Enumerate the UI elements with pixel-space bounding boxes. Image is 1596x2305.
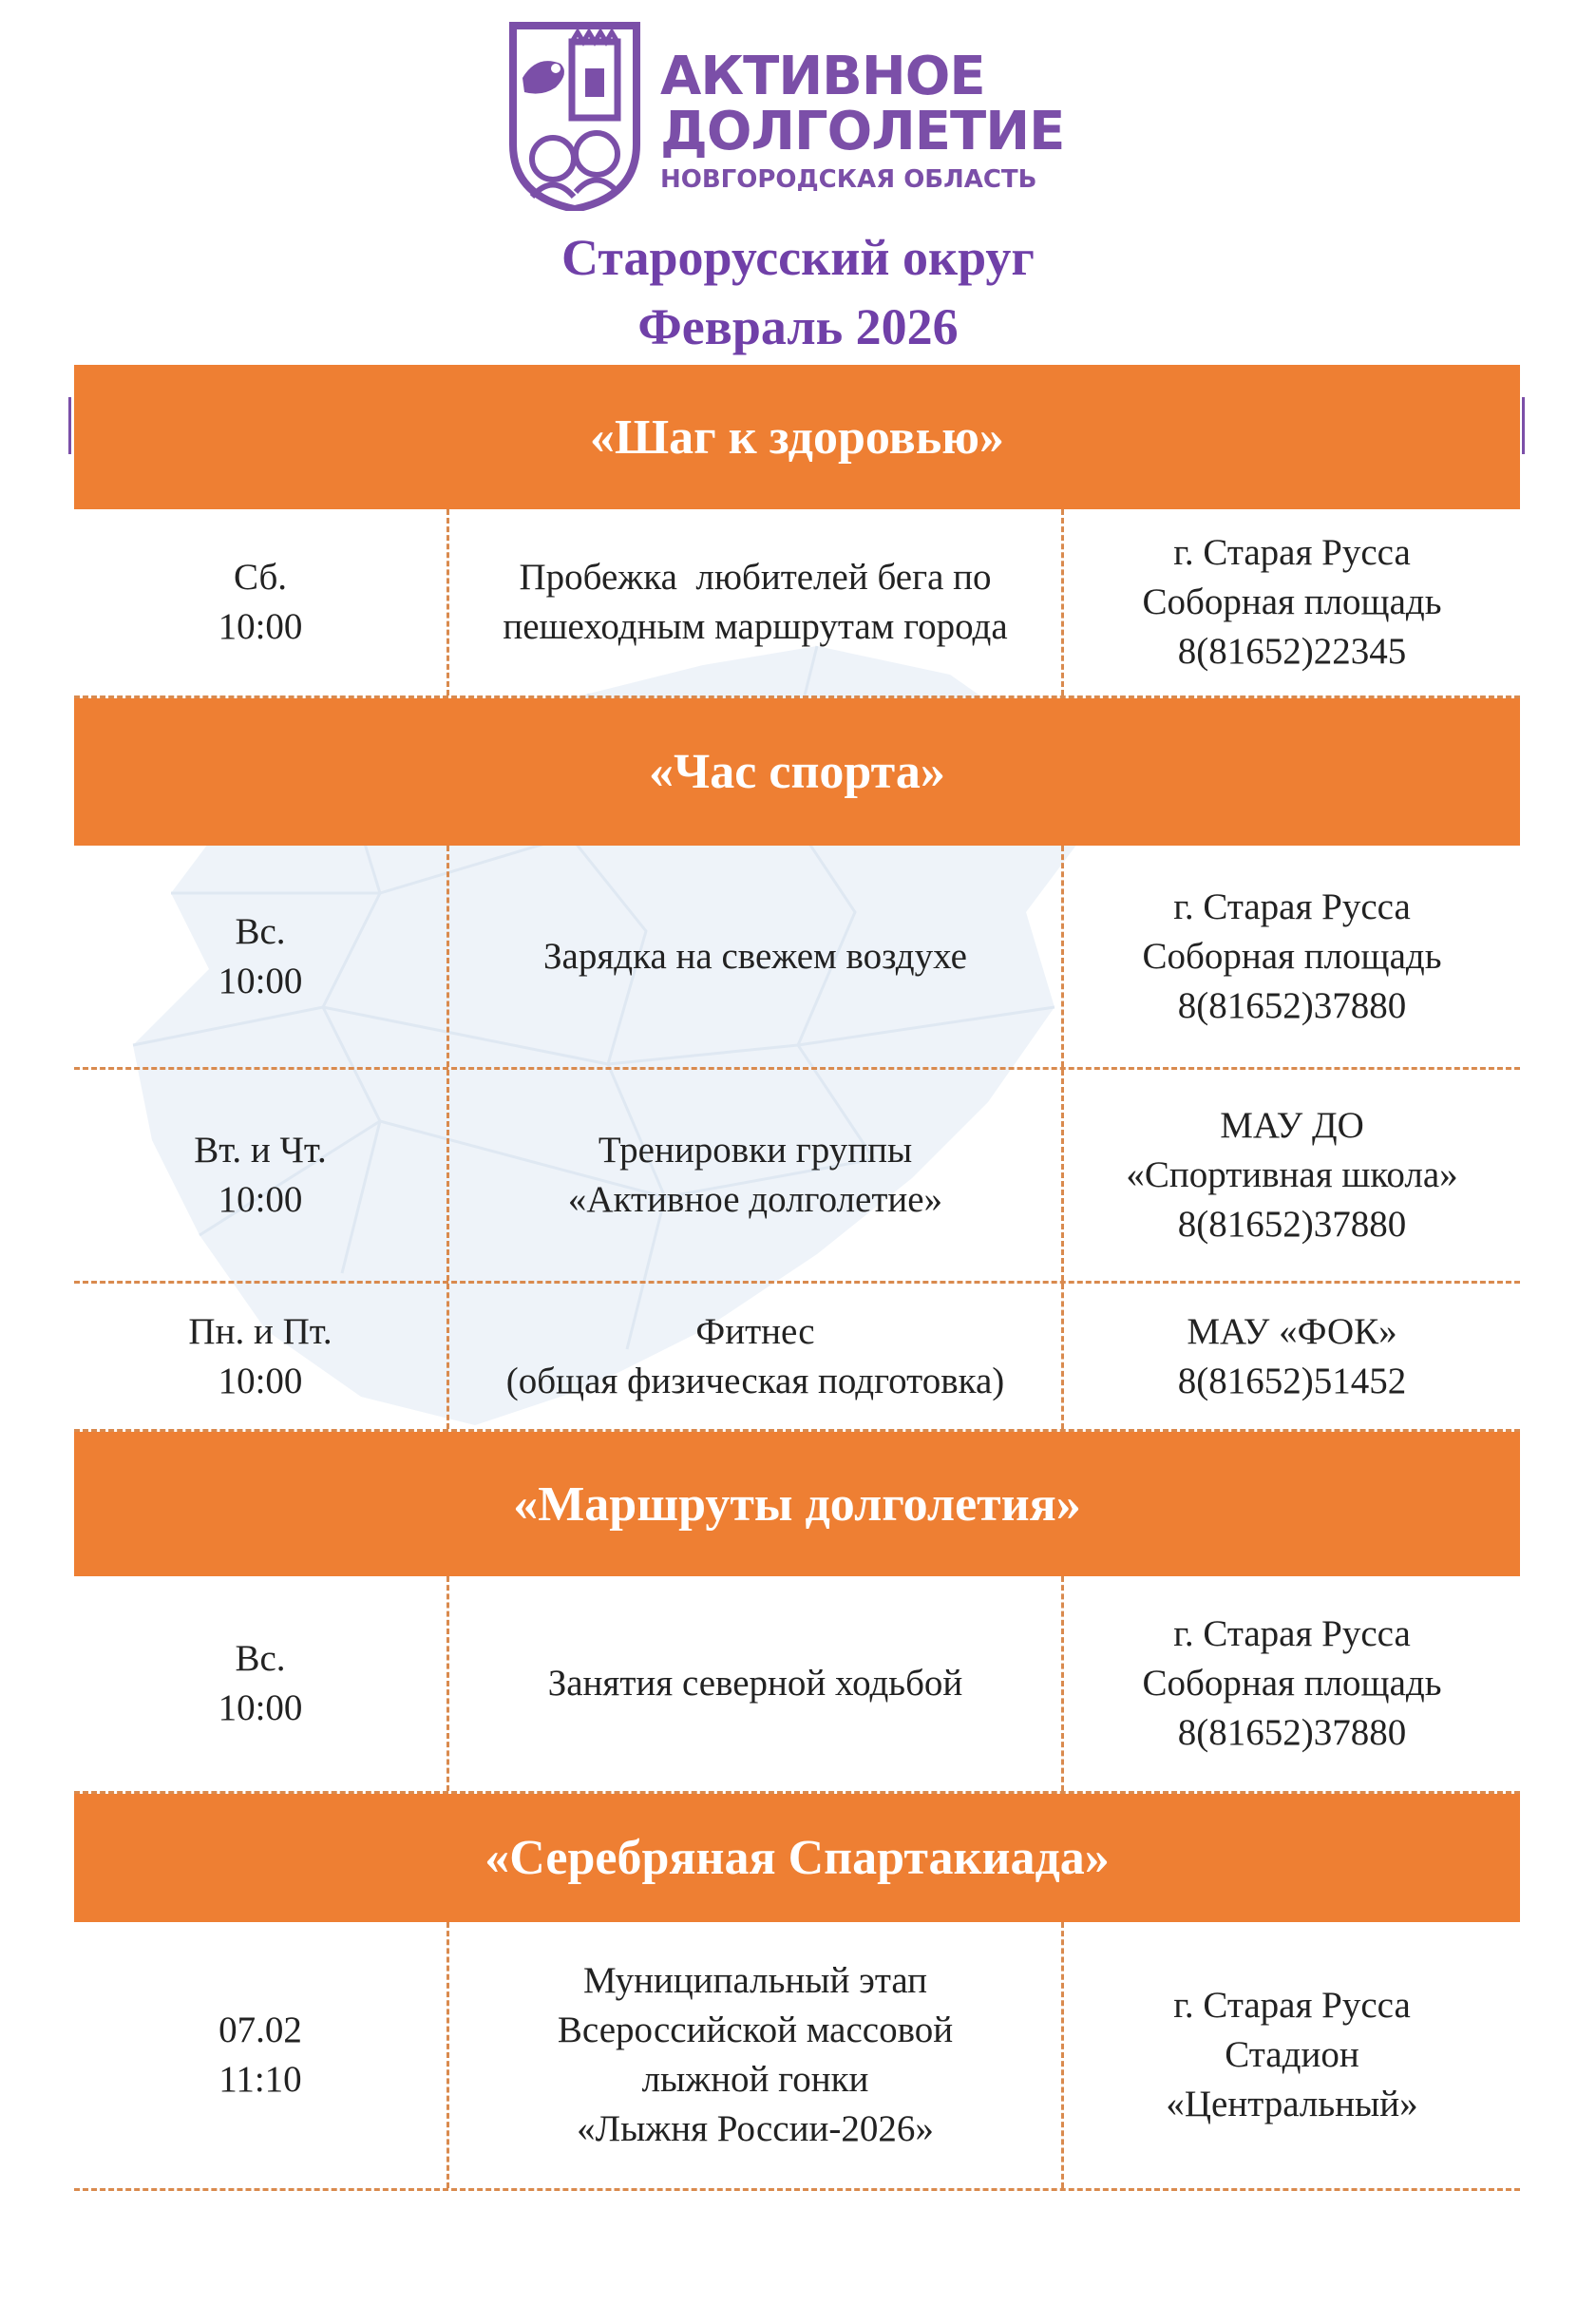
phone: 8(81652)51452 [1177,1360,1407,1401]
activity-cell [446,1070,1061,1281]
activity-line: «Активное долголетие» [567,1179,943,1220]
place-line: г. Старая Русса [1173,886,1411,927]
activity-line: (общая физическая подготовка) [505,1360,1005,1401]
table-row [74,1576,1520,1794]
activity-cell [446,1284,1061,1429]
phone: 8(81652)37880 [1177,1712,1407,1753]
activity-line: Всероссийской массовой [557,2010,954,2050]
table-row [74,1070,1520,1284]
place-line: Соборная площадь [1142,1663,1442,1704]
place-cell [1061,1070,1520,1281]
activity-line: лыжной гонки [641,2059,869,2100]
time: 11:10 [218,2059,302,2100]
day: Вс. [235,1638,286,1679]
activity-cell [446,1922,1061,2188]
logo-line-2: ДОЛГОЛЕТИЕ [660,101,1065,162]
phone: 8(81652)22345 [1177,631,1407,672]
place-line: Соборная площадь [1142,935,1442,977]
page-title-district: Старорусский округ [561,229,1035,286]
phone: 8(81652)37880 [1177,984,1407,1026]
day-time-cell [74,1576,446,1791]
activity-cell [446,509,1061,695]
right-edge-mark [1522,397,1525,454]
day: Пн. и Пт. [188,1310,332,1352]
section-header: «Маршруты долголетия» [74,1432,1520,1576]
place-line: г. Старая Русса [1173,532,1411,573]
section-header: «Серебряная Спартакиада» [74,1794,1520,1922]
place-line: г. Старая Русса [1173,1985,1411,2026]
place-line: «Центральный» [1166,2084,1418,2124]
logo [504,21,1102,216]
left-edge-mark [68,397,71,454]
time: 10:00 [218,1360,303,1401]
day: Вс. [235,910,286,952]
place-line: г. Старая Русса [1173,1613,1411,1654]
day-time-cell [74,509,446,695]
place-cell [1061,1284,1520,1429]
day-time-cell [74,846,446,1067]
activity-line: Фитнес [695,1310,815,1352]
crest-bird-kremlin-elderly-couple-icon [504,21,646,211]
activity-cell [446,1576,1061,1791]
schedule-table [74,365,1520,2191]
section-header: «Час спорта» [74,698,1520,846]
place-cell [1061,846,1520,1067]
logo-line-1: АКТИВНОЕ [660,46,985,107]
place-cell [1061,1576,1520,1791]
place-line: «Спортивная школа» [1126,1154,1458,1195]
time: 10:00 [218,1179,303,1220]
activity-line: «Лыжня России-2026» [577,2108,934,2149]
time: 10:00 [218,1687,303,1728]
day-time-cell [74,1070,446,1281]
day: Вт. и Чт. [194,1130,327,1171]
activity-line: Зарядка на свежем воздухе [543,935,967,977]
activity-line: Занятия северной ходьбой [547,1663,963,1704]
table-row [74,1284,1520,1432]
activity-line: пешеходным маршрутам города [503,606,1008,647]
time: 10:00 [218,960,303,1001]
logo-line-3: НОВГОРОДСКАЯ ОБЛАСТЬ [660,165,1037,194]
section-header: «Шаг к здоровью» [74,365,1520,509]
date: 07.02 [218,2010,302,2050]
day-time-cell [74,1922,446,2188]
activity-line: Тренировки группы [598,1130,913,1171]
table-row [74,509,1520,698]
time: 10:00 [218,606,303,647]
activity-line: Муниципальный этап [582,1960,928,2001]
place-cell [1061,509,1520,695]
place-line: МАУ «ФОК» [1187,1310,1397,1352]
place-line: МАУ ДО [1220,1105,1364,1146]
place-line: Стадион [1225,2034,1359,2075]
day-time-cell [74,1284,446,1429]
page-title-month: Февраль 2026 [637,298,959,355]
place-cell [1061,1922,1520,2188]
phone: 8(81652)37880 [1177,1204,1407,1245]
activity-cell [446,846,1061,1067]
place-line: Соборная площадь [1142,581,1442,622]
table-row [74,1922,1520,2191]
day: Сб. [233,557,288,598]
table-row [74,846,1520,1070]
activity-line: Пробежка любителей бега по [519,557,992,598]
